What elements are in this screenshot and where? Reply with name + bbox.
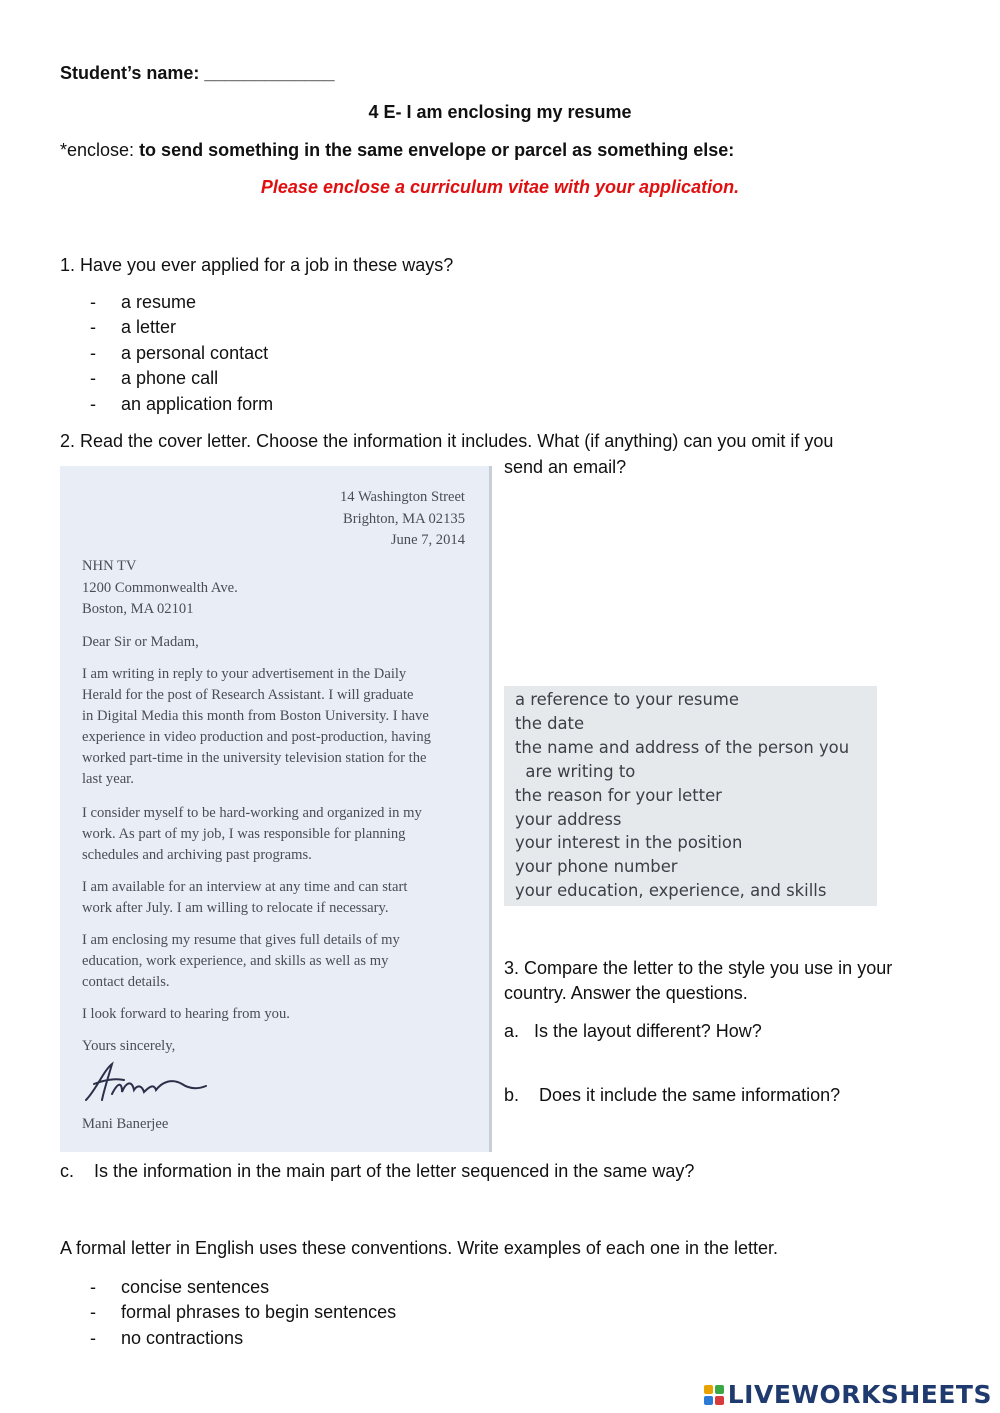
letter-paragraph-1 (82, 664, 477, 790)
letter-line: work after July. I am willing to relocate if necessary. (82, 900, 389, 916)
list-item: - formal phrases to begin sentences (90, 1301, 396, 1326)
letter-line: experience in video production and post-production, having (82, 729, 431, 745)
definition-text: to send something in the same envelope or parcel as something else: (139, 140, 735, 160)
letter-paragraph-2 (82, 803, 477, 866)
cover-letter-image (60, 466, 492, 1152)
recipient-address (82, 556, 477, 621)
conventions-intro: A formal letter in English uses these conventions. Write examples of each one in the letter. (60, 1238, 779, 1258)
closing-line: I look forward to hearing from you. (82, 1006, 290, 1022)
liveworksheets-logo (704, 1380, 992, 1409)
list-item: - a phone call (90, 367, 273, 392)
letter-line: worked part-time in the university television station for the (82, 750, 427, 766)
information-checklist (504, 686, 877, 906)
letter-paragraph-4 (82, 930, 477, 993)
sign-off: Yours sincerely, (82, 1038, 176, 1054)
checklist-item: a reference to your resume (515, 690, 739, 709)
letter-line: I am available for an interview at any time and can start (82, 879, 408, 895)
question-3c: c. Is the information in the main part of the letter sequenced in the same way? (60, 1161, 695, 1181)
letter-paragraph-3 (82, 877, 477, 919)
q1-options-list (90, 291, 273, 418)
question-3-line-2: country. Answer the questions. (504, 983, 748, 1003)
logo-text: LIVEWORKSHEETS (727, 1380, 992, 1409)
signer-name: Mani Banerjee (82, 1116, 169, 1132)
checklist-item: your interest in the position (515, 833, 743, 853)
checklist-item: your education, experience, and skills (515, 881, 827, 901)
question-1: 1. Have you ever applied for a job in these ways? (60, 255, 454, 275)
checklist-item: the reason for your letter (515, 785, 722, 805)
question-3b: b. Does it include the same information? (504, 1085, 841, 1105)
checklist-item: the name and address of the person you (515, 737, 850, 757)
checklist-item: your phone number (515, 857, 678, 877)
salutation: Dear Sir or Madam, (82, 634, 199, 650)
letter-line: I consider myself to be hard-working and organized in my (82, 805, 422, 821)
handwritten-signature (82, 1060, 212, 1108)
worksheet-title: 4 E- I am enclosing my resume (368, 102, 632, 122)
question-2-line-2: send an email? (504, 457, 627, 477)
list-item: - no contractions (90, 1327, 396, 1352)
letter-line: last year. (82, 771, 134, 787)
student-name-label: Student’s name: _____________ (60, 63, 335, 83)
sender-address (340, 487, 465, 552)
conventions-list (90, 1276, 396, 1352)
list-item: - a letter (90, 316, 273, 341)
example-sentence: Please enclose a curriculum vitae with your application. (260, 177, 740, 197)
logo-mark-icon (704, 1385, 724, 1405)
definition (60, 140, 734, 161)
question-3a: a. Is the layout different? How? (504, 1021, 762, 1041)
list-item: - a resume (90, 291, 273, 316)
recipient-name: NHN TV (82, 558, 137, 574)
list-item: - a personal contact (90, 342, 273, 367)
recipient-city: Boston, MA 02101 (82, 601, 194, 617)
recipient-street: 1200 Commonwealth Ave. (82, 579, 238, 596)
letter-line: schedules and archiving past programs. (82, 847, 312, 863)
definition-term: *enclose: (60, 140, 140, 160)
letter-line: I am writing in reply to your advertisement in the Daily (82, 666, 407, 682)
question-2-line-1: 2. Read the cover letter. Choose the information it includes. What (if anything) can you omit if you (60, 431, 834, 451)
question-3-line-1: 3. Compare the letter to the style you use in your (504, 958, 893, 978)
sender-street: 14 Washington Street (339, 489, 465, 505)
letter-line: in Digital Media this month from Boston University. I have (82, 708, 429, 724)
list-item: - concise sentences (90, 1276, 396, 1301)
letter-line: I am enclosing my resume that gives full details of my (82, 932, 400, 948)
checklist-item: your address (515, 809, 622, 829)
letter-line: work. As part of my job, I was responsible for planning (82, 826, 406, 842)
checklist-item: the date (515, 713, 585, 733)
list-item: - an application form (90, 393, 273, 418)
letter-line: education, work experience, and skills as well as my (82, 953, 389, 969)
checklist-item: are writing to (515, 761, 636, 781)
letter-date: June 7, 2014 (390, 532, 465, 548)
letter-line: contact details. (82, 974, 170, 990)
sender-city: Brighton, MA 02135 (342, 510, 465, 527)
letter-line: Herald for the post of Research Assistant. I will graduate (82, 687, 414, 703)
